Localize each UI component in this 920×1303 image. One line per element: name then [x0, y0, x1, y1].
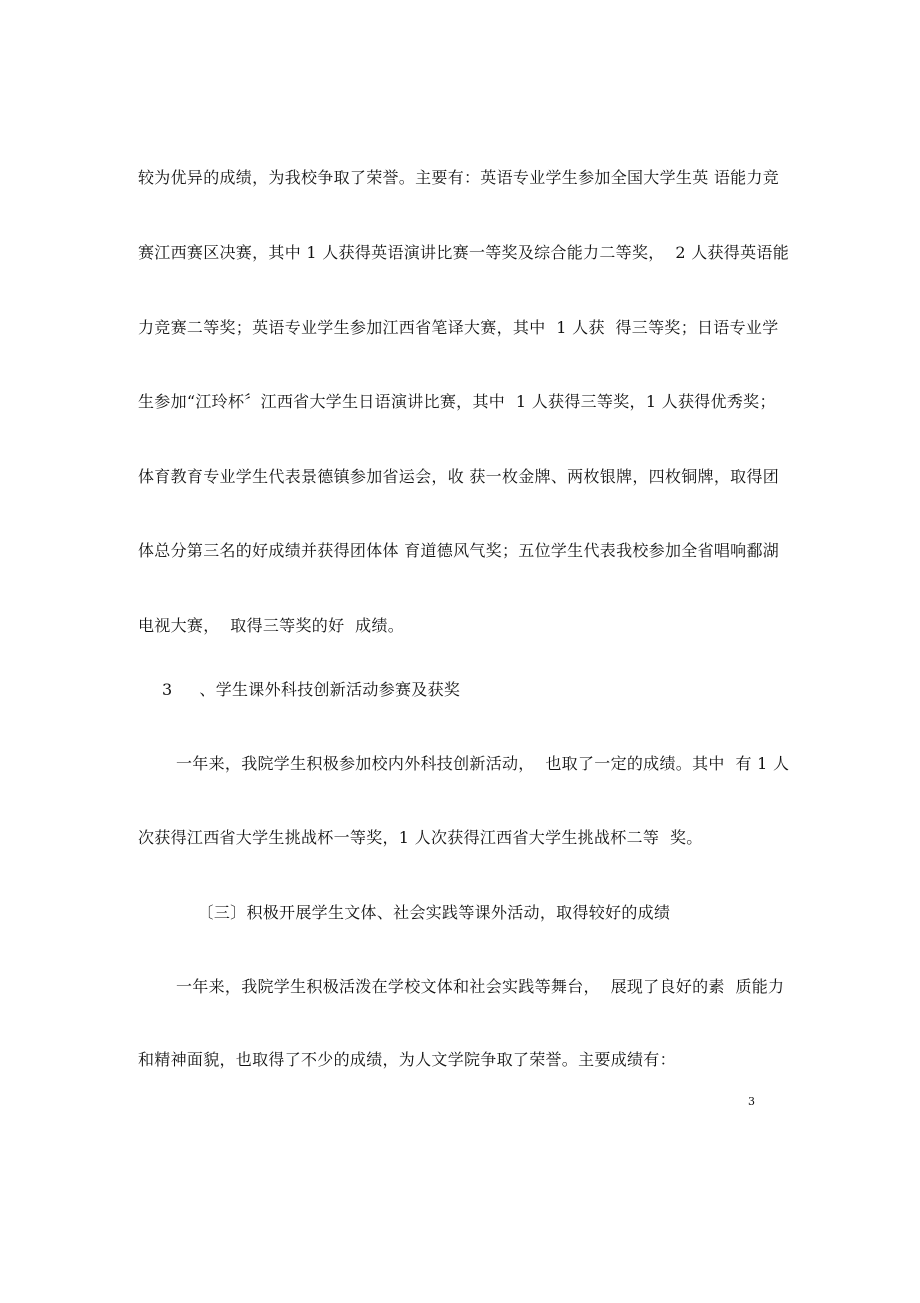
paragraph-line: 体育教育专业学生代表景德镇参加省运会，收 获一枚金牌、两枚银牌，四枚铜牌，取得团 [138, 467, 780, 486]
paragraph-line: 较为优异的成绩，为我校争取了荣誉。主要有：英语专业学生参加全国大学生英 语能力竞 [138, 168, 780, 187]
section-heading: 3 、学生课外科技创新活动参赛及获奖 [162, 680, 461, 699]
paragraph-line: 电视大赛， 取得三等奖的好 成绩。 [138, 616, 405, 635]
paragraph-line: 次获得江西省大学生挑战杯一等奖，1 人次获得江西省大学生挑战杯二等 奖。 [138, 828, 703, 847]
paragraph-line: 和精神面貌，也取得了不少的成绩，为人文学院争取了荣誉。主要成绩有： [138, 1050, 676, 1069]
paragraph-line: 力竞赛二等奖；英语专业学生参加江西省笔译大赛，其中 1 人获 得三等奖；日语专业学 [138, 318, 779, 337]
paragraph-line: 一年来，我院学生积极参加校内外科技创新活动， 也取了一定的成绩。其中 有 1 人 [176, 754, 790, 773]
page-number: 3 [748, 1095, 755, 1108]
paragraph-line: 生参加“江玲杯〞江西省大学生日语演讲比赛，其中 1 人获得三等奖，1 人获得优秀奖； [138, 392, 776, 411]
paragraph-line: 赛江西赛区决赛，其中 1 人获得英语演讲比赛一等奖及综合能力二等奖， 2 人获得英语能 [138, 243, 789, 262]
section-heading: 〔三〕积极开展学生文体、社会实践等课外活动，取得较好的成绩 [176, 903, 671, 922]
paragraph-line: 一年来，我院学生积极活泼在学校文体和社会实践等舞台， 展现了良好的素 质能力 [176, 977, 785, 996]
paragraph-line: 体总分第三名的好成绩并获得团体体 育道德风气奖；五位学生代表我校参加全省唱响鄱湖 [138, 541, 780, 560]
